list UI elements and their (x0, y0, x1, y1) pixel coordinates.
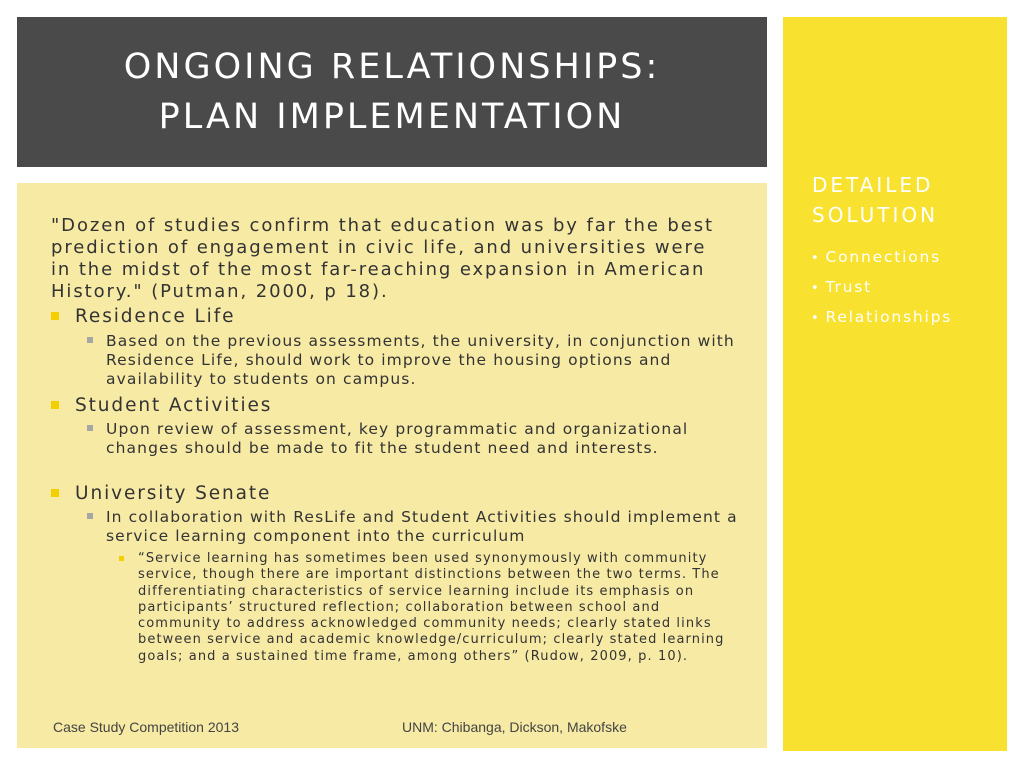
slide-title-line-2: PLAN IMPLEMENTATION (158, 97, 626, 137)
square-bullet-icon (119, 556, 124, 561)
bullet-dot-icon: • (811, 281, 821, 296)
bullet-dot-icon: • (811, 311, 821, 326)
sidebar-title-line-2: SOLUTION (812, 203, 939, 227)
slide-title-box (17, 17, 767, 167)
square-bullet-icon (87, 337, 93, 343)
square-bullet-icon (51, 401, 59, 409)
section-text-student-activities: Upon review of assessment, key programmatic and organizational changes should be made to fit the student need and interests. (106, 420, 689, 457)
sidebar-title (812, 170, 938, 230)
square-bullet-icon (87, 425, 93, 431)
section-text-residence-life: Based on the previous assessments, the university, in conjunction with Residence Life, should work to improve the housing options and availability to students on campus. (106, 332, 735, 388)
sidebar-item-label: Relationships (825, 308, 953, 326)
footer-authors: UNM: Chibanga, Dickson, Makofske (402, 719, 627, 735)
square-bullet-icon (51, 489, 59, 497)
sidebar-item-relationships (811, 303, 952, 333)
intro-quote: "Dozen of studies confirm that education was by far the best prediction of engagement in civic life, and universities were in the midst of the most far-reaching expansion in American History." (Putman, 2000, p 18). (51, 215, 714, 302)
sidebar-item-connections (811, 243, 952, 273)
slide-title-line-1: ONGOING RELATIONSHIPS: (123, 47, 661, 87)
bullet-dot-icon: • (811, 251, 821, 266)
section-heading-student-activities: Student Activities (75, 395, 273, 416)
sidebar-panel (783, 17, 1007, 751)
service-learning-quote: “Service learning has sometimes been used synonymously with community service, though there are important distinctions between the two terms. The differentiating characteristics of service learning include its emphasis on participants’ structured reflection; collaboration between school and community to address acknowledged community needs; clearly stated links between service and academic knowledge/curriculum; clearly stated learning goals; and a sustained time frame, among others” (Rudow, 2009, p. 10). (138, 551, 725, 664)
sidebar-item-label: Connections (825, 248, 942, 266)
sidebar-title-line-1: DETAILED (812, 173, 934, 197)
sidebar-item-trust (811, 273, 952, 303)
content-panel (17, 183, 767, 748)
sidebar-item-label: Trust (825, 278, 873, 296)
footer-left-text: Case Study Competition 2013 (53, 719, 239, 735)
square-bullet-icon (51, 312, 59, 320)
section-heading-university-senate: University Senate (75, 483, 272, 504)
sidebar-list (811, 243, 952, 333)
section-heading-residence-life: Residence Life (75, 306, 236, 327)
square-bullet-icon (87, 513, 93, 519)
section-text-university-senate: In collaboration with ResLife and Student Activities should implement a service learning component into the curriculum (106, 508, 738, 545)
